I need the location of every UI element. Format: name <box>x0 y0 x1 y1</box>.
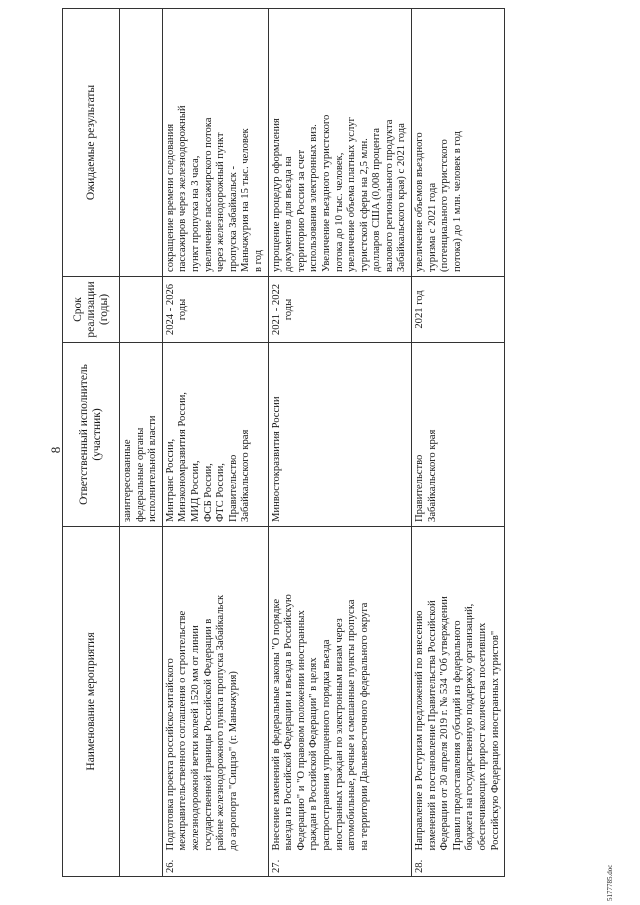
results-cell-line: долларов США (0,008 процента <box>371 128 383 272</box>
results-cell-line: (потенциального туристского <box>439 139 451 272</box>
activity-name-line: граждан в Российской Федерации" в целях <box>308 657 320 851</box>
row-number <box>120 855 163 877</box>
term-cell-line: 2021 год <box>414 290 426 329</box>
executor-cell-line: Правительство <box>414 454 426 522</box>
activity-name-line: районе железнодорожного пункта пропуска Забайкальск <box>215 594 227 851</box>
activity-name-line: межправительственного соглашения о строительстве <box>177 610 189 851</box>
activity-name-line: обеспечивающих прирост количества посетивших <box>477 622 489 851</box>
activity-name-line: автомобильные, речные и смешанные пункты пропуска <box>346 599 358 851</box>
activity-name <box>162 526 268 854</box>
activity-name-line: бюджета на государственную поддержку организаций, <box>464 603 476 851</box>
results-cell-line: потока до 10 тыс. человек, <box>333 152 345 272</box>
activity-name-line: изменений в постановление Правительства Российской <box>426 600 438 851</box>
executor-cell <box>412 342 505 526</box>
activity-name-line: до аэропорта "Сиццзо" (г. Маньчжурия) <box>227 671 239 851</box>
term-cell <box>162 276 268 342</box>
results-cell-line: упрощение процедур оформления <box>270 118 282 272</box>
executor-cell-line: Правительство <box>227 454 239 522</box>
term-cell-line: годы <box>177 298 189 321</box>
activity-name <box>412 526 505 854</box>
term-cell <box>412 276 505 342</box>
results-cell <box>268 8 412 276</box>
executor-line: исполнительной власти <box>147 415 159 522</box>
results-cell-line: туристской сферы на 2,5 млн. <box>358 138 370 272</box>
results-cell-line: валового регионального продукта <box>383 119 395 272</box>
row-number: 26. <box>162 855 268 877</box>
results-cell-line: Маньчжурия на 15 тыс. человек <box>240 128 252 272</box>
executor-line: заинтересованные <box>122 439 133 522</box>
term-cell-line: годы <box>283 298 295 321</box>
table-row <box>162 8 268 876</box>
results-cell-line: пассажиров через железнодорожный <box>177 105 189 272</box>
executor-cell-line: Забайкальского края <box>426 429 438 522</box>
results-cell <box>120 8 163 276</box>
activity-name-line: Федерации от 30 апреля 2019 г. № 534 "Об утверждении <box>439 596 451 851</box>
executor-cell <box>120 342 163 526</box>
results-cell-line: увеличение объема платных услуг <box>346 117 358 272</box>
executor-cell-line: Минвостокразвития России <box>270 396 282 522</box>
term-cell <box>120 276 163 342</box>
executor-cell <box>268 342 412 526</box>
results-cell-line: увеличение пассажирского потока <box>202 117 214 272</box>
executor-cell-line: Минэкономразвития России, <box>177 392 189 522</box>
executor-line: федеральные органы <box>134 427 146 522</box>
results-cell-line: туризма с 2021 года <box>426 182 438 272</box>
activity-name-line: железнодорожной ветки колеей 1520 мм от линии <box>189 625 201 851</box>
activities-table <box>62 8 505 877</box>
results-cell-line: Забайкальского края) с 2021 года <box>396 123 408 272</box>
activity-name-line: Подготовка проекта российско-китайского <box>164 658 176 851</box>
activity-name-line: распространения упрощенного порядка въезда <box>320 639 332 851</box>
results-cell-line: потока) до 1 млн. человек в год <box>451 131 463 272</box>
results-cell-line: через железнодорожный пункт <box>215 132 227 272</box>
header-executor: Ответственный исполнитель (участник) <box>63 342 120 526</box>
page-number: 8 <box>48 446 63 454</box>
executor-cell-line: МИД России, <box>189 460 201 522</box>
executor-cell-line: ФСБ России, <box>202 463 214 522</box>
activity-name-line: Правил предоставления субсидий из федерального <box>451 620 463 851</box>
results-cell-line: пропуска Забайкальск - <box>227 166 239 272</box>
term-cell-line: 2024 - 2026 <box>164 283 176 336</box>
results-cell-line: территорию России за счет <box>295 149 307 272</box>
term-cell-line: 2021 - 2022 <box>270 283 282 336</box>
activity-name <box>120 526 163 854</box>
header-term: Срок реализации (годы) <box>63 276 120 342</box>
activity-name-line: Российскую Федерацию иностранных туристов" <box>489 630 501 851</box>
header-results: Ожидаемые результаты <box>63 8 120 276</box>
header-activity-name: Наименование мероприятия <box>63 526 120 876</box>
results-cell-line: документов для въезда на <box>283 156 295 272</box>
results-cell-line: Увеличение въездного туристского <box>320 114 332 272</box>
results-cell <box>162 8 268 276</box>
executor-cell-line: Минтранс России, <box>164 438 176 522</box>
activity-name-line: на территории Дальневосточного федерального округа <box>358 602 370 851</box>
executor-cell <box>162 342 268 526</box>
results-cell-line: пункт пропуска на 3 часа, <box>189 155 201 272</box>
executor-cell-line: Забайкальского края <box>240 429 252 522</box>
results-cell-line: сокращение времени следования <box>164 123 176 272</box>
row-number: 28. <box>412 855 505 877</box>
activity-name-line: государственной границы Российской Федерации в <box>202 618 214 851</box>
results-cell-line: использования электронных виз. <box>308 124 320 272</box>
activity-name-line: выезда из Российской Федерации и въезда в Российскую <box>283 594 295 851</box>
activity-name-line: Направление в Ростуризм предложений по внесению <box>414 610 426 851</box>
results-cell-line: в год <box>252 249 264 272</box>
row-number: 27. <box>268 855 412 877</box>
executor-cell-line: ФТС России, <box>215 463 227 522</box>
table-row <box>268 8 412 876</box>
results-cell-line: увеличение объемов въездного <box>414 132 426 272</box>
activity-name-line: Федерацию" и "О правовом положении иностранных <box>295 610 307 851</box>
file-reference: 5177785.doc <box>606 864 614 901</box>
results-cell <box>412 8 505 276</box>
activity-name <box>268 526 412 854</box>
activity-name-line: иностранных граждан по электронным визам через <box>333 618 345 851</box>
table-row <box>412 8 505 876</box>
term-cell <box>268 276 412 342</box>
activity-name-line: Внесение изменений в федеральные законы "О порядке <box>270 598 282 851</box>
continuation-row <box>120 8 163 876</box>
table-header-row <box>63 8 120 876</box>
